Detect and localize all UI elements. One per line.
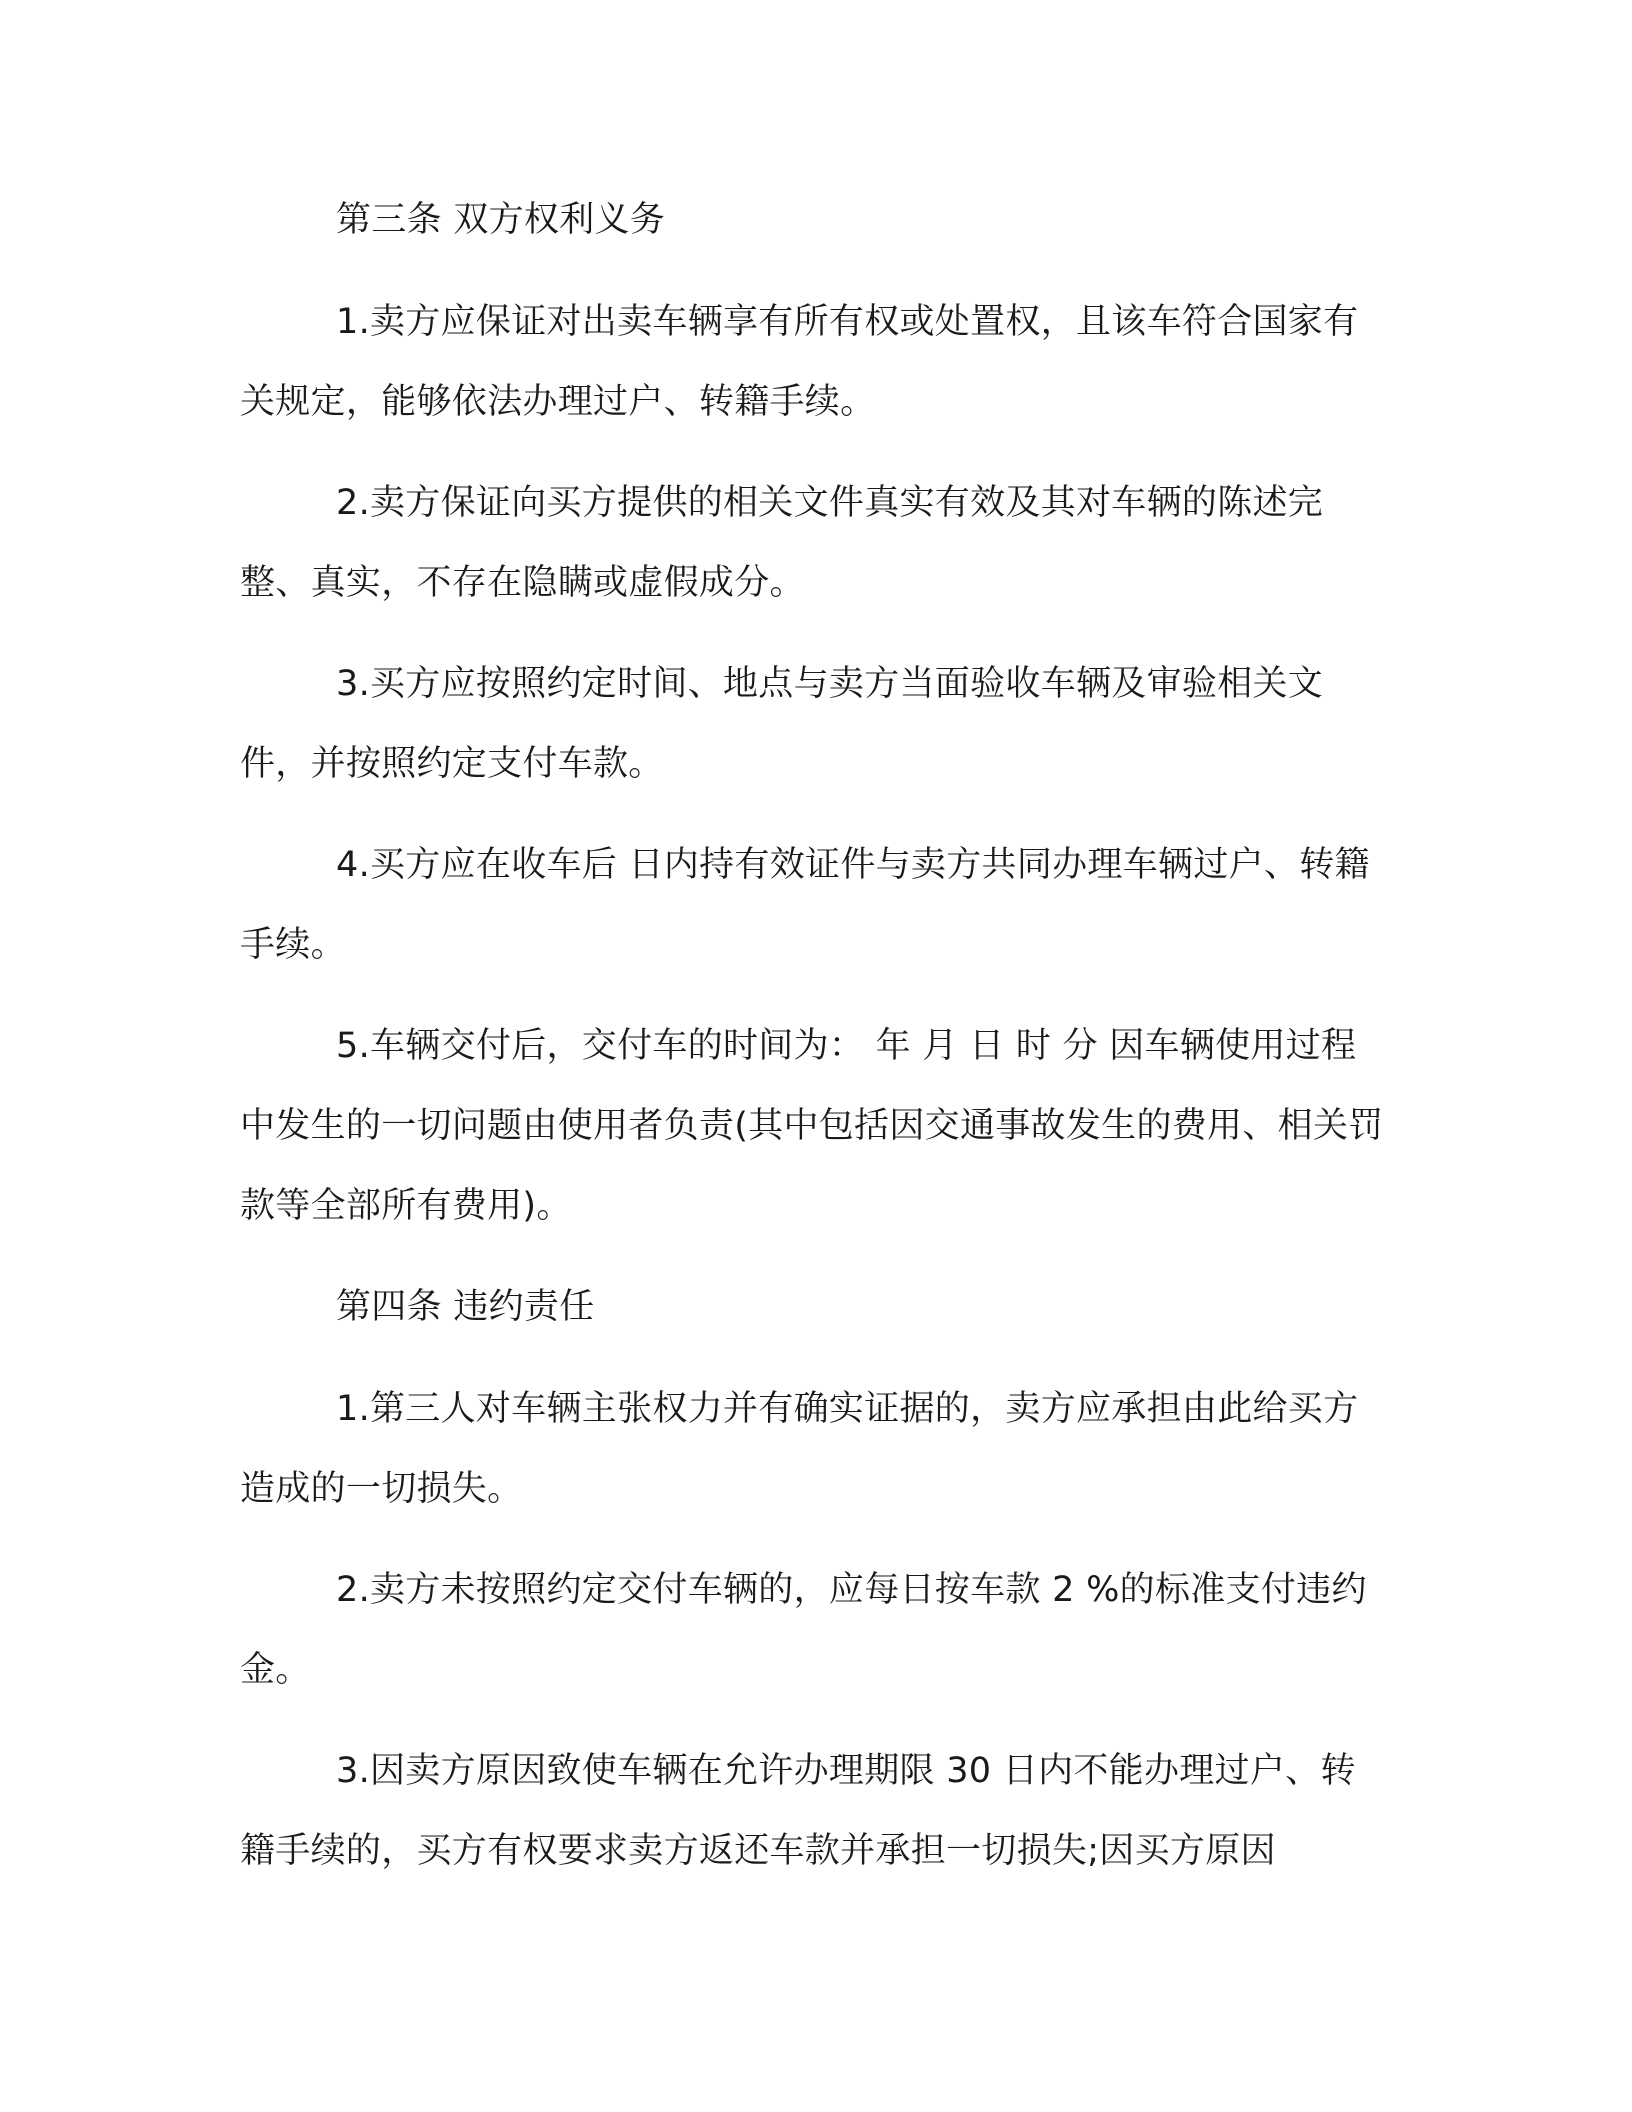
article-4-item-2: 2.卖方未按照约定交付车辆的，应每日按车款 2 %的标准支付违约金。 xyxy=(240,1570,1367,1690)
article-3-item-3: 3.买方应按照约定时间、地点与卖方当面验收车辆及审验相关文件，并按照约定支付车款。 xyxy=(240,664,1324,784)
article-3-heading: 第三条 双方权利义务 xyxy=(336,200,666,240)
article-3-item-2: 2.卖方保证向买方提供的相关文件真实有效及其对车辆的陈述完整、真实，不存在隐瞒或虚假成分。 xyxy=(240,483,1324,603)
article-4-item-1: 1.第三人对车辆主张权力并有确实证据的，卖方应承担由此给买方造成的一切损失。 xyxy=(240,1389,1359,1509)
document-body xyxy=(240,180,1390,1912)
article-3-item-1: 1.卖方应保证对出卖车辆享有所有权或处置权，且该车符合国家有关规定，能够依法办理过户、转籍手续。 xyxy=(240,302,1359,422)
article-3-item-4: 4.买方应在收车后 日内持有效证件与卖方共同办理车辆过户、转籍手续。 xyxy=(240,845,1370,965)
article-3-item-5: 5.车辆交付后，交付车的时间为： 年 月 日 时 分 因车辆使用过程中发生的一切问题由使用者负责(其中包括因交通事故发生的费用、相关罚款等全部所有费用)。 xyxy=(240,1026,1384,1226)
article-4-item-3: 3.因卖方原因致使车辆在允许办理期限 30 日内不能办理过户、转籍手续的，买方有权要求卖方返还车款并承担一切损失;因买方原因 xyxy=(240,1751,1356,1871)
article-4-heading: 第四条 违约责任 xyxy=(336,1287,595,1327)
